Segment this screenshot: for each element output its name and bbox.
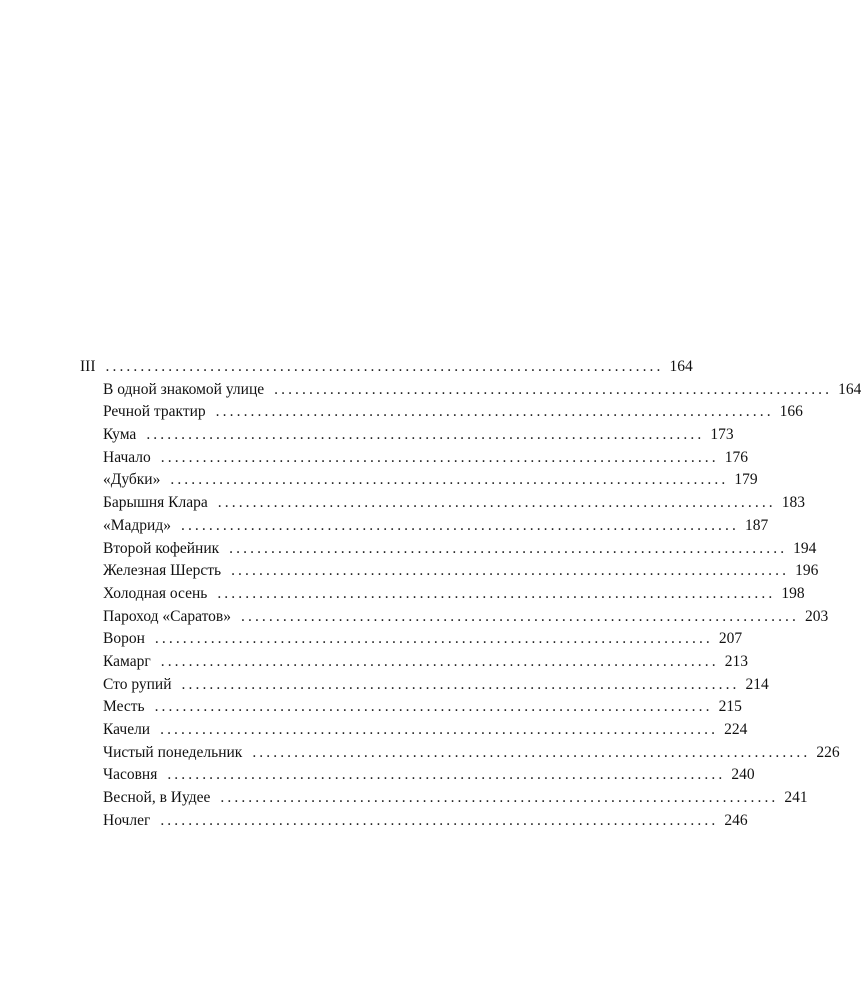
toc-page-number: 246 — [724, 811, 748, 829]
toc-page-number: 226 — [816, 743, 840, 761]
toc-entry-title: Пароход «Саратов» — [103, 607, 231, 625]
toc-entry — [80, 469, 758, 492]
toc-leader-dots: ................................................................................ — [146, 426, 705, 444]
toc-page-number: 166 — [779, 403, 803, 421]
toc-leader-dots: ................................................................................ — [181, 675, 740, 693]
toc-entry — [80, 696, 742, 719]
toc-page-number: 164 — [669, 358, 693, 375]
toc-leader-dots: ................................................................................ — [167, 766, 726, 784]
toc-entry — [80, 628, 743, 651]
toc-entry-title: «Дубки» — [103, 471, 161, 489]
toc-leader-dots: ................................................................................ — [154, 698, 713, 716]
toc-entry — [80, 606, 829, 629]
toc-entry-title: Железная Шерсть — [103, 562, 222, 580]
toc-entry-title: Месть — [103, 698, 145, 716]
toc-entry-title: Часовня — [103, 766, 158, 784]
toc-entry — [80, 447, 748, 470]
toc-entry — [80, 674, 769, 697]
toc-entry-title: Камарг — [103, 652, 151, 670]
toc-entry-title: Барышня Клара — [103, 494, 208, 512]
toc-entry — [80, 492, 806, 515]
toc-entry-title: Ворон — [103, 630, 145, 648]
toc-entry-title: Весной, в Иудее — [103, 789, 211, 807]
toc-page-number: 215 — [718, 698, 742, 716]
toc-page-number: 224 — [724, 721, 748, 738]
toc-leader-dots: ................................................................................ — [154, 630, 713, 648]
toc-entry — [80, 401, 803, 424]
toc-leader-dots: ................................................................................ — [231, 562, 790, 580]
toc-entries — [80, 379, 861, 833]
toc-entry — [80, 810, 748, 833]
toc-page-number: 179 — [734, 471, 758, 489]
toc-entry — [80, 583, 805, 606]
toc-page-number: 203 — [805, 607, 829, 625]
toc-page-number: 213 — [724, 652, 748, 670]
toc-page-number: 240 — [731, 766, 755, 784]
toc-leader-dots: ................................................................................ — [274, 380, 833, 398]
toc-page-number: 164 — [838, 380, 861, 398]
toc-page-number: 183 — [781, 494, 806, 512]
toc-entry — [80, 787, 808, 810]
toc-leader-dots: ................................................................................ — [170, 471, 729, 489]
toc-entry — [80, 379, 861, 402]
toc-part-title: III — [80, 358, 96, 375]
toc-leader-dots: ................................................................................ — [160, 811, 719, 829]
toc-page-number: 214 — [745, 675, 769, 693]
toc-page-number: 176 — [724, 448, 748, 466]
toc-entry — [80, 764, 755, 787]
toc-part-row — [80, 356, 693, 379]
toc-entry-title: Начало — [103, 448, 151, 466]
table-of-contents — [80, 356, 861, 832]
toc-entry-title: «Мадрид» — [103, 516, 171, 534]
toc-entry — [80, 424, 734, 447]
toc-leader-dots: ................................................................................ — [160, 721, 719, 738]
toc-entry-title: Качели — [103, 721, 151, 738]
toc-page-number: 194 — [793, 539, 817, 557]
toc-entry-title: Чистый понедельник — [103, 743, 243, 761]
toc-leader-dots: ................................................................................ — [217, 584, 776, 602]
toc-leader-dots: ................................................................................ — [160, 652, 719, 670]
toc-entry-title: В одной знакомой улице — [103, 380, 265, 398]
toc-leader-dots: ................................................................................ — [105, 358, 664, 375]
toc-page-number: 187 — [744, 516, 769, 534]
toc-entry — [80, 651, 748, 674]
toc-entry-title: Кума — [103, 426, 137, 444]
toc-entry — [80, 538, 817, 561]
toc-leader-dots: ................................................................................ — [180, 516, 739, 534]
toc-leader-dots: ................................................................................ — [229, 539, 788, 557]
toc-entry-title: Второй кофейник — [103, 539, 220, 557]
toc-entry-title: Сто рупий — [103, 675, 172, 693]
toc-entry — [80, 515, 769, 538]
toc-entry — [80, 742, 840, 765]
toc-leader-dots: ................................................................................ — [220, 789, 779, 807]
toc-page-number: 196 — [795, 562, 819, 580]
toc-leader-dots: ................................................................................ — [241, 607, 799, 625]
toc-entry-title: Ночлег — [103, 811, 151, 829]
toc-entry-title: Холодная осень — [103, 584, 208, 602]
toc-page-number: 207 — [718, 630, 743, 648]
toc-page-number: 173 — [710, 426, 734, 444]
toc-leader-dots: ................................................................................ — [217, 494, 776, 512]
toc-entry — [80, 560, 819, 583]
toc-entry — [80, 719, 748, 742]
toc-leader-dots: ................................................................................ — [215, 403, 774, 421]
toc-leader-dots: ................................................................................ — [252, 743, 811, 761]
toc-page-number: 241 — [784, 789, 808, 807]
toc-page-number: 198 — [781, 584, 805, 602]
toc-entry-title: Речной трактир — [103, 403, 206, 421]
toc-leader-dots: ................................................................................ — [160, 448, 719, 466]
